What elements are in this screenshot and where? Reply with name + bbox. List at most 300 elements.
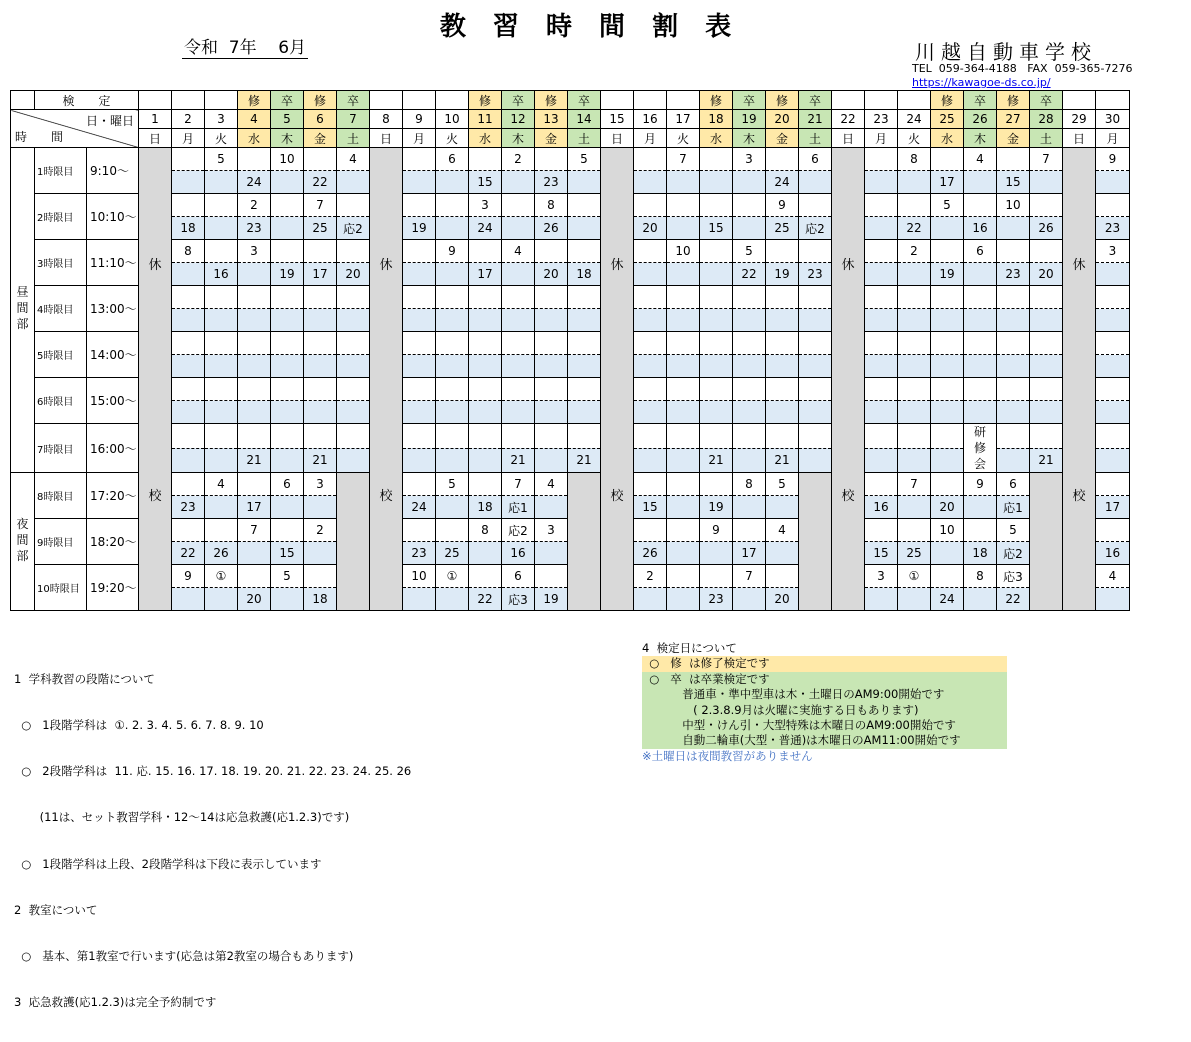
lesson-cell (865, 473, 898, 496)
lesson-cell (205, 401, 238, 424)
lesson-cell: 6 (502, 565, 535, 588)
lesson-cell: 応2 (337, 217, 370, 240)
lesson-cell (865, 448, 898, 473)
lesson-cell (469, 401, 502, 424)
lesson-cell: 4 (766, 519, 799, 542)
lesson-cell (403, 240, 436, 263)
lesson-cell: 15 (865, 542, 898, 565)
lesson-cell (700, 286, 733, 309)
lesson-cell (700, 309, 733, 332)
lesson-cell (436, 519, 469, 542)
lesson-cell (700, 194, 733, 217)
lesson-cell (403, 171, 436, 194)
lesson-cell (997, 309, 1030, 332)
lesson-cell: 2 (634, 565, 667, 588)
lesson-cell (304, 148, 337, 171)
lesson-cell: 10 (997, 194, 1030, 217)
lesson-cell (733, 448, 766, 473)
lesson-cell (700, 401, 733, 424)
lesson-cell: 19 (403, 217, 436, 240)
lesson-cell (1096, 378, 1130, 401)
lesson-cell (436, 309, 469, 332)
date-cell: 14 (568, 110, 601, 129)
lesson-cell: 19 (931, 263, 964, 286)
lesson-cell (898, 519, 931, 542)
kentei-cell (1096, 91, 1130, 110)
lesson-cell (964, 263, 997, 286)
closed-bottom: 校 (379, 489, 393, 504)
kentei-cell: 卒 (271, 91, 304, 110)
lesson-cell (337, 332, 370, 355)
lesson-cell (469, 473, 502, 496)
lesson-cell (766, 565, 799, 588)
lesson-cell: 応2 (997, 542, 1030, 565)
lesson-cell (304, 309, 337, 332)
closed-bottom: 校 (148, 489, 162, 504)
lesson-cell (502, 332, 535, 355)
lesson-cell (667, 263, 700, 286)
lesson-cell (964, 309, 997, 332)
lesson-cell (865, 378, 898, 401)
lesson-cell (997, 448, 1030, 473)
lesson-cell (172, 263, 205, 286)
lesson-cell (799, 194, 832, 217)
lesson-cell: 23 (403, 542, 436, 565)
notes-right (642, 641, 1007, 764)
lesson-cell (337, 171, 370, 194)
lesson-cell (1096, 355, 1130, 378)
lesson-cell (205, 309, 238, 332)
note-line: ○ 基本、第1教室で行います(応急は第2教室の場合もあります) (14, 949, 354, 964)
note-sotsu: ( 2.3.8.9月は火曜に実施する日もあります) (642, 703, 1007, 718)
date-weekday-label: 日・曜日 (85, 114, 134, 128)
note-line: ○ 1段階学科は上段、2段階学科は下段に表示しています (14, 856, 322, 871)
note-warning: ※土曜日は夜間教習がありません (642, 748, 813, 763)
lesson-cell (1030, 424, 1063, 449)
date-cell: 3 (205, 110, 238, 129)
period-time: 11:10～ (87, 240, 139, 286)
lesson-cell (865, 148, 898, 171)
lesson-cell (733, 424, 766, 449)
lesson-cell (931, 424, 964, 449)
date-cell: 19 (733, 110, 766, 129)
lesson-cell (403, 263, 436, 286)
weekday-cell: 火 (436, 129, 469, 148)
lesson-cell: ① (205, 565, 238, 588)
closed-bottom: 校 (1072, 489, 1086, 504)
no-evening-class (337, 473, 370, 611)
lesson-cell (964, 496, 997, 519)
lesson-cell: 7 (733, 565, 766, 588)
date-cell: 4 (238, 110, 271, 129)
lesson-cell (964, 401, 997, 424)
time-label: 時 間 (15, 130, 64, 144)
lesson-cell (964, 588, 997, 611)
kentei-cell: 修 (238, 91, 271, 110)
lesson-cell (205, 496, 238, 519)
weekday-cell: 日 (1063, 129, 1096, 148)
lesson-cell: 15 (700, 217, 733, 240)
lesson-cell (733, 401, 766, 424)
period-time: 18:20～ (87, 519, 139, 565)
lesson-cell (568, 217, 601, 240)
lesson-cell: 22 (733, 263, 766, 286)
lesson-cell (1096, 309, 1130, 332)
lesson-cell: 15 (997, 171, 1030, 194)
date-cell: 23 (865, 110, 898, 129)
note-line: ○ 1段階学科は ①. 2. 3. 4. 5. 6. 7. 8. 9. 10 (14, 718, 264, 733)
lesson-cell: 18 (964, 542, 997, 565)
no-evening-class (568, 473, 601, 611)
lesson-cell (898, 332, 931, 355)
lesson-cell (238, 542, 271, 565)
no-evening-class (799, 473, 832, 611)
lesson-cell: 応3 (997, 565, 1030, 588)
lesson-cell (205, 448, 238, 473)
lesson-cell (502, 194, 535, 217)
lesson-cell (1096, 473, 1130, 496)
lesson-cell (733, 217, 766, 240)
lesson-cell (634, 332, 667, 355)
note-sotsu: 自動二輪車(大型・普通)は木曜日のAM11:00開始です (642, 733, 1007, 748)
lesson-cell (964, 378, 997, 401)
lesson-cell (304, 424, 337, 449)
lesson-cell (634, 473, 667, 496)
lesson-cell: 21 (700, 448, 733, 473)
lesson-cell (337, 286, 370, 309)
lesson-cell: 8 (733, 473, 766, 496)
lesson-cell (172, 171, 205, 194)
period-name: 2時限目 (35, 194, 87, 240)
lesson-cell (667, 496, 700, 519)
lesson-cell (403, 378, 436, 401)
period-name: 6時限目 (35, 378, 87, 424)
note-line: 2 教室について (14, 902, 98, 917)
lesson-cell (766, 355, 799, 378)
weekday-cell: 土 (337, 129, 370, 148)
date-cell: 10 (436, 110, 469, 129)
weekday-cell: 水 (238, 129, 271, 148)
date-cell: 18 (700, 110, 733, 129)
lesson-cell: 22 (172, 542, 205, 565)
lesson-cell (931, 473, 964, 496)
lesson-cell (1096, 286, 1130, 309)
closed-bottom: 校 (610, 489, 624, 504)
lesson-cell (700, 355, 733, 378)
period-time: 17:20～ (87, 473, 139, 519)
lesson-cell (403, 194, 436, 217)
school-name: 川越自動車学校 (915, 40, 1097, 64)
kentei-cell (172, 91, 205, 110)
lesson-cell (1030, 309, 1063, 332)
weekday-cell: 土 (1030, 129, 1063, 148)
weekday-cell: 日 (832, 129, 865, 148)
lesson-cell: 26 (205, 542, 238, 565)
lesson-cell: 23 (535, 171, 568, 194)
lesson-cell (205, 519, 238, 542)
lesson-cell (997, 148, 1030, 171)
kentei-cell: 卒 (337, 91, 370, 110)
closed-label (370, 148, 402, 610)
lesson-cell: 19 (271, 263, 304, 286)
lesson-cell: 21 (568, 448, 601, 473)
closed-top: 休 (841, 258, 855, 273)
weekday-cell: 金 (997, 129, 1030, 148)
lesson-cell: 9 (700, 519, 733, 542)
school-url-link[interactable]: https://kawagoe-ds.co.jp/ (912, 76, 1051, 89)
lesson-cell (304, 378, 337, 401)
lesson-cell (205, 378, 238, 401)
lesson-cell (403, 448, 436, 473)
lesson-cell (469, 542, 502, 565)
lesson-cell (667, 473, 700, 496)
date-cell: 22 (832, 110, 865, 129)
lesson-cell: 2 (898, 240, 931, 263)
kentei-cell: 卒 (1030, 91, 1063, 110)
lesson-cell: 24 (403, 496, 436, 519)
lesson-cell: 3 (865, 565, 898, 588)
lesson-cell (502, 355, 535, 378)
lesson-cell (436, 378, 469, 401)
lesson-cell (667, 217, 700, 240)
lesson-cell (172, 401, 205, 424)
lesson-cell (865, 263, 898, 286)
lesson-cell (337, 378, 370, 401)
lesson-cell (931, 542, 964, 565)
lesson-cell (700, 240, 733, 263)
period-time: 10:10～ (87, 194, 139, 240)
lesson-cell (931, 401, 964, 424)
date-cell: 17 (667, 110, 700, 129)
lesson-cell: 6 (997, 473, 1030, 496)
lesson-cell: 25 (898, 542, 931, 565)
lesson-cell: 16 (502, 542, 535, 565)
lesson-cell: 3 (238, 240, 271, 263)
note-line: ○ 2段階学科は 11. 応. 15. 16. 17. 18. 19. 20. 21. 22. 23. 24. 25. 26 (14, 764, 412, 779)
lesson-cell (502, 401, 535, 424)
lesson-cell (469, 565, 502, 588)
weekday-cell: 火 (205, 129, 238, 148)
weekday-cell: 月 (634, 129, 667, 148)
lesson-cell: 9 (436, 240, 469, 263)
lesson-cell (964, 355, 997, 378)
lesson-cell (733, 332, 766, 355)
kentei-cell: 修 (700, 91, 733, 110)
lesson-cell (568, 378, 601, 401)
vertical-label: 夜間部 (16, 516, 29, 563)
lesson-cell (964, 286, 997, 309)
lesson-cell (634, 148, 667, 171)
lesson-cell: 25 (436, 542, 469, 565)
lesson-cell (271, 286, 304, 309)
lesson-cell (1096, 171, 1130, 194)
lesson-cell (535, 286, 568, 309)
lesson-cell (535, 309, 568, 332)
period-name: 7時限目 (35, 424, 87, 473)
lesson-cell (403, 401, 436, 424)
weekday-cell: 月 (865, 129, 898, 148)
lesson-cell (799, 240, 832, 263)
note-line: 1 学科教習の段階について (14, 671, 155, 686)
lesson-cell (304, 355, 337, 378)
lesson-cell (700, 424, 733, 449)
lesson-cell: 8 (535, 194, 568, 217)
lesson-cell (700, 332, 733, 355)
lesson-cell (205, 240, 238, 263)
lesson-cell: ① (436, 565, 469, 588)
lesson-cell: 2 (502, 148, 535, 171)
closed-top: 休 (1072, 258, 1086, 273)
lesson-cell: 10 (403, 565, 436, 588)
lesson-cell (898, 355, 931, 378)
closed-label (139, 148, 171, 610)
lesson-cell: 9 (964, 473, 997, 496)
closed-top: 休 (379, 258, 393, 273)
period-name: 3時限目 (35, 240, 87, 286)
lesson-cell: 5 (436, 473, 469, 496)
lesson-cell: 5 (931, 194, 964, 217)
lesson-cell (634, 448, 667, 473)
lesson-cell (238, 148, 271, 171)
lesson-cell (436, 171, 469, 194)
period-time: 16:00～ (87, 424, 139, 473)
lesson-cell: 23 (238, 217, 271, 240)
lesson-cell (931, 355, 964, 378)
lesson-cell (568, 401, 601, 424)
lesson-cell (535, 401, 568, 424)
lesson-cell (766, 378, 799, 401)
lesson-cell (997, 424, 1030, 449)
lesson-cell (667, 355, 700, 378)
lesson-cell (436, 332, 469, 355)
kentei-cell: 卒 (964, 91, 997, 110)
kentei-cell: 修 (997, 91, 1030, 110)
lesson-cell: 6 (436, 148, 469, 171)
lesson-cell (337, 355, 370, 378)
lesson-cell (172, 148, 205, 171)
lesson-cell (997, 217, 1030, 240)
lesson-cell (304, 332, 337, 355)
lesson-cell (733, 309, 766, 332)
lesson-cell (172, 332, 205, 355)
lesson-cell (766, 401, 799, 424)
lesson-cell (568, 332, 601, 355)
lesson-cell (205, 424, 238, 449)
lesson-cell (700, 148, 733, 171)
lesson-cell (271, 171, 304, 194)
lesson-cell: 17 (1096, 496, 1130, 519)
lesson-cell (535, 148, 568, 171)
lesson-cell: 18 (568, 263, 601, 286)
lesson-cell: 20 (238, 588, 271, 611)
lesson-cell (1096, 448, 1130, 473)
lesson-cell: 22 (898, 217, 931, 240)
section-daytime (11, 148, 35, 473)
lesson-cell (634, 588, 667, 611)
lesson-cell (799, 401, 832, 424)
lesson-cell (799, 286, 832, 309)
lesson-cell (931, 240, 964, 263)
lesson-cell (535, 332, 568, 355)
kentei-cell (436, 91, 469, 110)
lesson-cell (271, 355, 304, 378)
lesson-cell (865, 309, 898, 332)
period-time: 19:20～ (87, 565, 139, 611)
lesson-cell: 3 (304, 473, 337, 496)
lesson-cell (337, 309, 370, 332)
lesson-cell (997, 286, 1030, 309)
lesson-cell: 21 (502, 448, 535, 473)
lesson-cell (700, 378, 733, 401)
lesson-cell (337, 401, 370, 424)
lesson-cell (568, 424, 601, 449)
lesson-cell (634, 519, 667, 542)
lesson-cell (799, 309, 832, 332)
weekday-cell: 金 (766, 129, 799, 148)
lesson-cell (238, 565, 271, 588)
lesson-cell: 21 (1030, 448, 1063, 473)
lesson-cell (469, 424, 502, 449)
date-cell: 30 (1096, 110, 1130, 129)
lesson-cell (271, 496, 304, 519)
lesson-cell (634, 240, 667, 263)
lesson-cell: 5 (733, 240, 766, 263)
lesson-cell (304, 496, 337, 519)
page-title: 教 習 時 間 割 表 (439, 12, 741, 42)
closed-top: 休 (610, 258, 624, 273)
lesson-cell: 20 (1030, 263, 1063, 286)
weekday-cell: 木 (964, 129, 997, 148)
lesson-cell (238, 355, 271, 378)
weekday-cell: 日 (370, 129, 403, 148)
weekday-cell: 水 (700, 129, 733, 148)
lesson-cell (271, 588, 304, 611)
lesson-cell: 20 (766, 588, 799, 611)
closed-bottom: 校 (841, 489, 855, 504)
lesson-cell (535, 542, 568, 565)
lesson-cell (799, 424, 832, 449)
kentei-cell: 修 (304, 91, 337, 110)
kentei-cell (370, 91, 403, 110)
lesson-cell (733, 588, 766, 611)
lesson-cell (766, 424, 799, 449)
lesson-cell (502, 286, 535, 309)
lesson-cell (238, 286, 271, 309)
kentei-cell (1063, 91, 1096, 110)
period-time: 9:10～ (87, 148, 139, 194)
lesson-cell: 23 (172, 496, 205, 519)
lesson-cell (403, 148, 436, 171)
date-cell: 21 (799, 110, 832, 129)
school-contact: TEL 059-364-4188 FAX 059-365-7276 (912, 62, 1133, 75)
lesson-cell (964, 194, 997, 217)
lesson-cell (238, 332, 271, 355)
lesson-cell (865, 424, 898, 449)
lesson-cell: 6 (799, 148, 832, 171)
lesson-cell (997, 240, 1030, 263)
period-time: 13:00～ (87, 286, 139, 332)
lesson-cell: 3 (733, 148, 766, 171)
lesson-cell (1030, 378, 1063, 401)
lesson-cell: 23 (997, 263, 1030, 286)
lesson-cell (535, 355, 568, 378)
lesson-cell (238, 401, 271, 424)
lesson-cell (997, 401, 1030, 424)
period-time: 15:00～ (87, 378, 139, 424)
note-heading: 4 検定日について (642, 641, 737, 655)
lesson-cell (733, 378, 766, 401)
lesson-cell: 7 (238, 519, 271, 542)
